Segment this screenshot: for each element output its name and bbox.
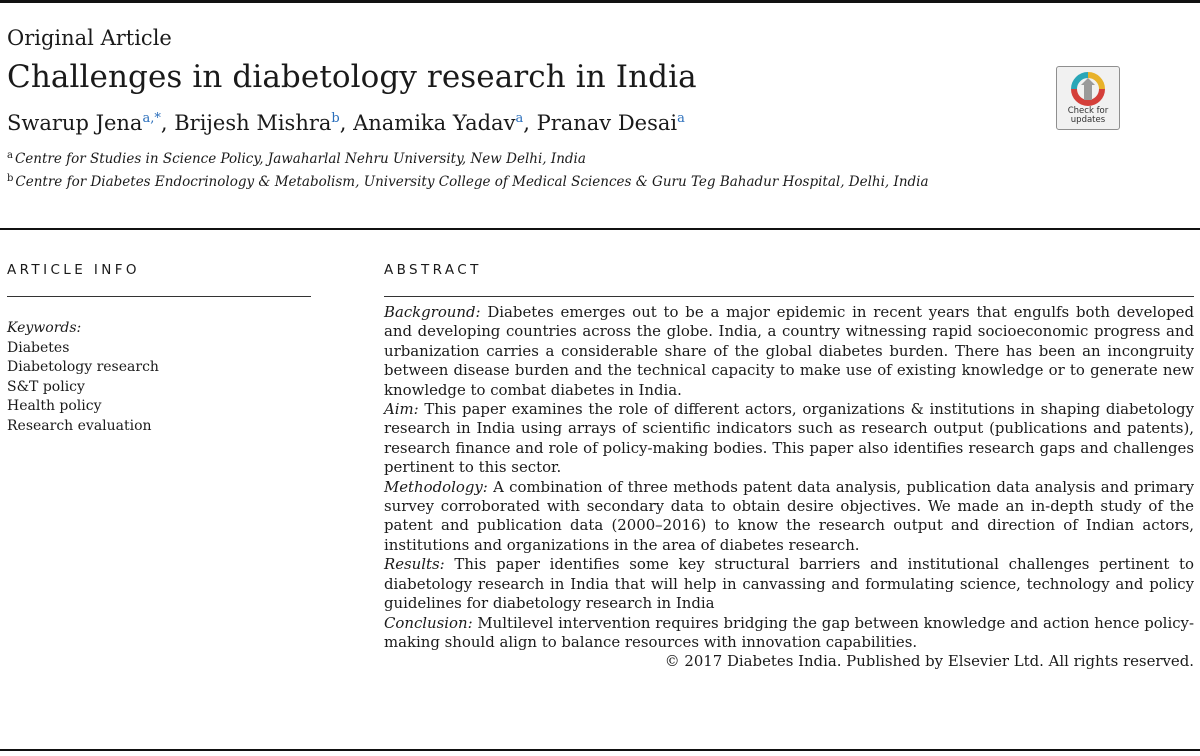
abstract-label: Methodology:	[384, 477, 488, 496]
check-label-line2: updates	[1070, 115, 1106, 125]
article-info-panel	[7, 262, 311, 436]
author-affil-sup[interactable]: b	[331, 111, 340, 126]
check-for-updates-label	[1057, 107, 1119, 125]
copyright-notice: © 2017 Diabetes India. Published by Elsevier Ltd. All rights reserved.	[664, 652, 1194, 671]
bottom-rule	[0, 749, 1200, 751]
abstract-label: Results:	[384, 555, 445, 574]
keywords-list	[7, 319, 311, 436]
author-affil-sup[interactable]: a,*	[142, 111, 161, 126]
abstract-label: Background:	[384, 303, 481, 321]
author-name[interactable]: Anamika Yadav	[353, 111, 516, 135]
check-label-line1: Check for	[1067, 106, 1109, 116]
author-list: Swarup Jena$^{a,*}$, Brijesh Mishra$^b$, Anamika Yadav$^a$, Pranav Desai$^a$	[7, 111, 685, 135]
abstract-panel	[384, 262, 1194, 672]
abstract-label: Aim:	[384, 400, 419, 419]
abstract-methodology	[384, 478, 1194, 556]
author-name[interactable]: Pranav Desai	[536, 111, 678, 135]
keywords-label: Keywords:	[7, 320, 82, 336]
author-name[interactable]: Brijesh Mishra	[174, 111, 332, 135]
affiliation-item	[7, 171, 1047, 194]
abstract-text: A combination of three methods patent data analysis, publication data analysis and primary survey corroborated with secondary data to obtain desire objectives. We made an in-depth study of the patent and publication data (2000–2016) to know the research output and direction of Indian actors, institutions and organizations in the area of diabetes research.	[384, 477, 1194, 554]
abstract-rule	[384, 296, 1194, 297]
abstract-background	[384, 303, 1194, 400]
abstract-text: Diabetes emerges out to be a major epidemic in recent years that engulfs both developed and developing countries across the globe. India, a country witnessing rapid socioeconomic progress and urbanization carries a considerable share of the global diabetes burden. There has been an incongruity between disease burden and the technical capacity to make use of existing knowledge or to generate new knowledge to combat diabetes in India.	[384, 303, 1194, 399]
check-for-updates-button[interactable]	[1056, 66, 1120, 130]
author-name[interactable]: Swarup Jena	[7, 111, 143, 135]
author-affil-sup[interactable]: a	[515, 111, 524, 126]
keyword-item[interactable]: Health policy	[7, 398, 102, 414]
abstract-text: Multilevel intervention requires bridging the gap between knowledge and action hence policy-making should align to balance resources with innovation capabilities.	[384, 613, 1194, 651]
top-rule	[0, 0, 1200, 3]
article-info-rule	[7, 296, 311, 297]
abstract-conclusion	[384, 614, 1194, 653]
abstract-body	[384, 303, 1194, 672]
keyword-item[interactable]: Diabetes	[7, 339, 70, 356]
abstract-label: Conclusion:	[384, 613, 473, 632]
article-header	[7, 24, 1047, 194]
affiliation-sup: b	[7, 173, 14, 184]
affiliation-item	[7, 148, 1047, 171]
keyword-item[interactable]: Diabetology research	[7, 359, 159, 375]
article-type: Original Article	[7, 26, 172, 50]
article-title: Challenges in diabetology research in India	[7, 59, 697, 95]
keyword-item[interactable]: Research evaluation	[7, 417, 152, 434]
affiliation-text: Centre for Studies in Science Policy, Jawaharlal Nehru University, New Delhi, India	[14, 151, 586, 167]
section-divider	[0, 228, 1200, 230]
affiliations	[7, 148, 1047, 194]
affiliation-sup: a	[7, 150, 13, 161]
article-info-heading: ARTICLE INFO	[7, 262, 140, 278]
crossmark-icon	[1071, 72, 1105, 106]
abstract-heading: ABSTRACT	[384, 262, 482, 278]
abstract-text: This paper examines the role of different actors, organizations & institutions in shaping diabetology research in India using arrays of scientific indicators such as research output (publications and patents), research finance and role of policy-making bodies. This paper also identifies research gaps and challenges pertinent to this sector.	[384, 400, 1194, 477]
keyword-item[interactable]: S&T policy	[7, 378, 85, 395]
abstract-aim	[384, 400, 1194, 478]
abstract-results	[384, 555, 1194, 613]
author-affil-sup[interactable]: a	[677, 111, 685, 126]
affiliation-text: Centre for Diabetes Endocrinology & Metabolism, University College of Medical Sciences & Guru Teg Bahadur Hospital, Delhi, India	[15, 174, 929, 190]
abstract-text: This paper identifies some key structural barriers and institutional challenges pertinent to diabetology research in India that will help in canvassing and formulating science, technology and policy guidelines for diabetology research in India	[384, 555, 1194, 613]
